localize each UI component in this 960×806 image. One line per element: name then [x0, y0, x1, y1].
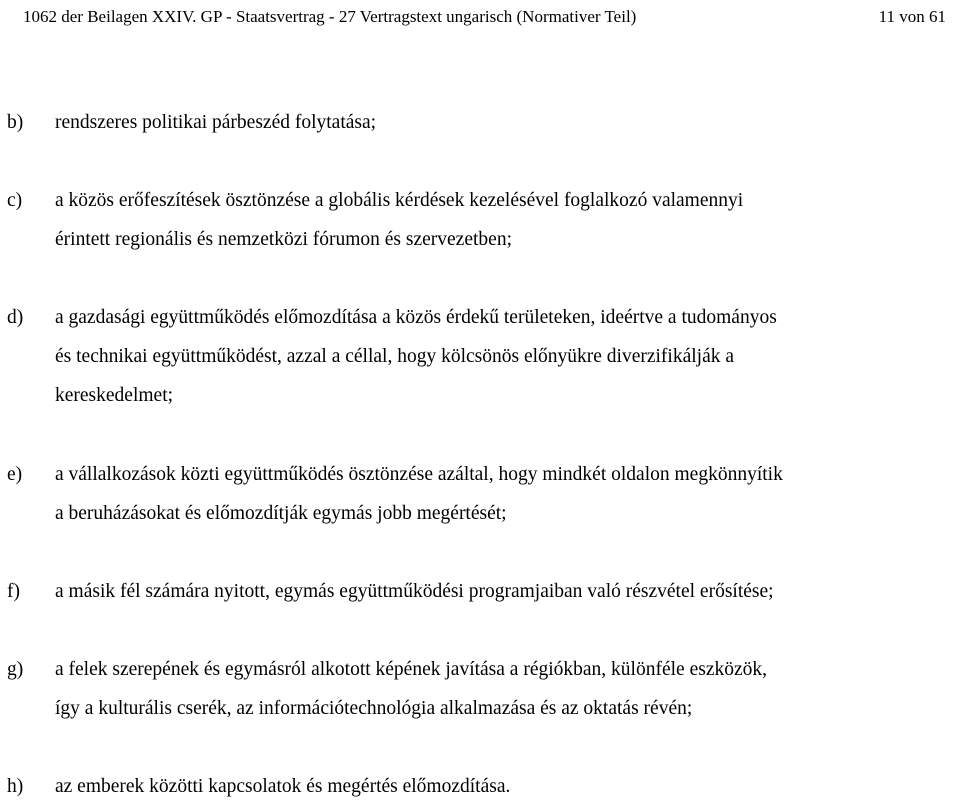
- list-item-text: [55, 298, 955, 415]
- text-line: kereskedelmet;: [55, 385, 174, 406]
- list-item-label: g): [7, 659, 24, 680]
- list-item-label: e): [7, 464, 23, 485]
- list-item-text: [55, 181, 955, 259]
- list-item-text: [55, 572, 955, 611]
- text-line: a gazdasági együttműködés előmozdítása a közös érdekű területeken, ideértve a tudományos: [55, 307, 777, 328]
- text-line: az emberek közötti kapcsolatok és megértés előmozdítása.: [55, 776, 511, 797]
- list-item-text: [55, 103, 955, 142]
- page-number: 11 von 61: [878, 7, 946, 26]
- text-line: a másik fél számára nyitott, egymás együttműködési programjaiban való részvétel erősítése;: [55, 581, 774, 602]
- text-line: érintett regionális és nemzetközi fórumon és szervezetben;: [55, 229, 512, 250]
- text-line: rendszeres politikai párbeszéd folytatása;: [55, 112, 377, 133]
- document-title: 1062 der Beilagen XXIV. GP - Staatsvertrag - 27 Vertragstext ungarisch (Normativer Teil): [23, 7, 637, 26]
- text-line: a közös erőfeszítések ösztönzése a globális kérdések kezelésével foglalkozó valamennyi: [55, 190, 744, 211]
- list-item-label: c): [7, 190, 23, 211]
- list-item-text: [55, 455, 955, 533]
- page-header: [0, 4, 960, 30]
- list-item-label: h): [7, 776, 24, 797]
- text-line: így a kulturális cserék, az információtechnológia alkalmazása és az oktatás révén;: [55, 698, 693, 719]
- list-item-label: d): [7, 307, 24, 328]
- list-item-text: [55, 650, 955, 728]
- list-item-text: [55, 767, 955, 806]
- text-line: a beruházásokat és előmozdítják egymás jobb megértését;: [55, 503, 507, 524]
- text-line: a vállalkozások közti együttműködés ösztönzése azáltal, hogy mindkét oldalon megkönnyítik: [55, 464, 783, 485]
- text-line: a felek szerepének és egymásról alkotott képének javítása a régiókban, különféle eszközök,: [55, 659, 767, 680]
- text-line: és technikai együttműködést, azzal a céllal, hogy kölcsönös előnyükre diverzifikálják a: [55, 346, 735, 367]
- list-item-label: f): [7, 581, 20, 602]
- list-item-label: b): [7, 112, 24, 133]
